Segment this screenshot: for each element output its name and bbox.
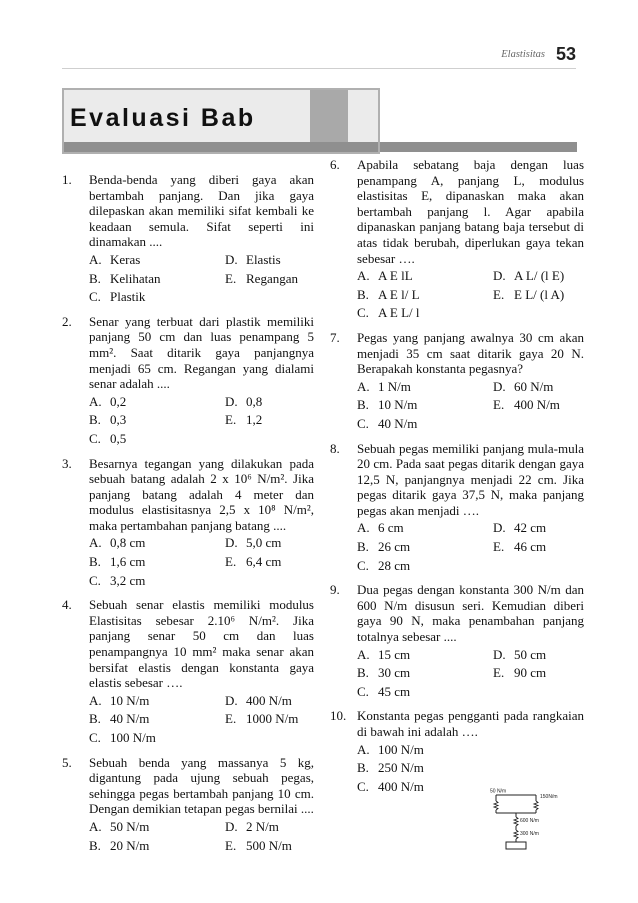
option-text: 5,0 cm [246, 535, 282, 551]
question-number: 8. [330, 440, 340, 456]
right-column [330, 157, 584, 803]
label-150: 150N/m [540, 794, 558, 800]
banner-band-extension [380, 142, 577, 152]
question-number: 2. [62, 313, 72, 329]
option-text: 15 cm [378, 646, 411, 662]
option-letter: A. [357, 268, 370, 284]
answer-option [225, 693, 314, 709]
option-text: 6,4 cm [246, 554, 282, 570]
option-letter: D. [493, 268, 506, 284]
option-text: 1 N/m [378, 378, 411, 394]
option-text: Keras [110, 251, 141, 267]
answer-option [225, 271, 314, 287]
question-text: Sebuah benda yang massanya 5 kg, digantung pada ujung sebuah pegas, sehingga pegas bertambah panjang 10 cm. Dengan demikian tetapan pegas bernilai .... [89, 754, 314, 817]
section-title: Evaluasi Bab [70, 104, 256, 132]
answer-option [225, 838, 314, 854]
answer-option [357, 647, 493, 663]
option-text: 3,2 cm [110, 572, 146, 588]
option-letter: B. [357, 397, 369, 413]
option-letter: D. [225, 535, 238, 551]
option-text: 40 N/m [110, 711, 150, 727]
answer-option [357, 539, 493, 555]
answer-option [357, 684, 493, 700]
answer-option [357, 558, 493, 574]
option-letter: B. [357, 665, 369, 681]
question-number: 6. [330, 157, 340, 172]
option-text: 10 N/m [110, 692, 150, 708]
option-letter: B. [89, 412, 101, 428]
option-text: 50 N/m [110, 818, 150, 834]
banner-band [64, 142, 378, 152]
answer-option [493, 268, 584, 284]
answer-option [493, 287, 584, 303]
option-letter: E. [493, 286, 505, 302]
option-letter: D. [225, 692, 238, 708]
option-letter: C. [357, 415, 369, 431]
answer-options [357, 647, 584, 700]
option-letter: B. [357, 539, 369, 555]
answer-options [89, 693, 314, 746]
option-text: 400 N/m [514, 397, 560, 413]
answer-option [225, 394, 314, 410]
answer-option [89, 819, 225, 835]
answer-option [89, 289, 225, 305]
option-text: 26 cm [378, 539, 411, 555]
answer-option [357, 760, 584, 776]
option-letter: C. [357, 305, 369, 321]
question-number: 1. [62, 172, 72, 187]
option-letter: E. [225, 711, 237, 727]
option-text: 100 N/m [110, 730, 156, 745]
answer-option [493, 397, 584, 413]
answer-option [89, 554, 225, 570]
option-text: 1,6 cm [110, 554, 146, 570]
answer-option [225, 535, 314, 551]
option-text: A E l/ L [378, 286, 420, 302]
option-text: 6 cm [378, 520, 404, 536]
answer-options [89, 819, 314, 853]
option-text: 10 N/m [378, 397, 418, 413]
option-text: 100 N/m [378, 741, 424, 757]
option-text: 1000 N/m [246, 711, 299, 727]
option-letter: D. [493, 378, 506, 394]
option-letter: E. [493, 665, 505, 681]
option-letter: B. [357, 760, 369, 776]
question-7 [330, 330, 584, 432]
option-letter: C. [357, 557, 369, 573]
answer-option [225, 819, 314, 835]
answer-options [89, 252, 314, 305]
answer-option [357, 305, 493, 321]
option-text: 60 N/m [514, 378, 554, 394]
option-letter: A. [89, 692, 102, 708]
spring-300-icon [514, 830, 518, 839]
option-letter: C. [89, 289, 101, 305]
option-letter: D. [225, 251, 238, 267]
option-letter: D. [225, 393, 238, 409]
hanging-mass [506, 842, 526, 849]
question-number: 4. [62, 597, 72, 613]
question-text: Konstanta pegas pengganti pada rangkaian di bawah ini adalah …. [357, 708, 584, 739]
option-letter: A. [357, 520, 370, 536]
header-divider [62, 68, 576, 69]
option-letter: C. [89, 572, 101, 588]
option-text: A L/ (l E) [514, 268, 565, 284]
option-text: 42 cm [514, 520, 547, 536]
option-letter: C. [357, 683, 369, 699]
question-number: 5. [62, 754, 72, 770]
answer-option [89, 535, 225, 551]
answer-option [357, 520, 493, 536]
option-letter: B. [89, 711, 101, 727]
answer-option [225, 554, 314, 570]
question-text: Pegas yang panjang awalnya 30 cm akan menjadi 35 cm saat ditarik gaya 20 N. Berapakah konstanta pegasnya? [357, 329, 584, 377]
answer-option [493, 520, 584, 536]
banner-accent-block [310, 90, 348, 142]
option-letter: C. [89, 430, 101, 446]
option-text: Kelihatan [110, 270, 161, 286]
option-text: A E L/ l [378, 305, 420, 321]
option-letter: B. [89, 554, 101, 570]
option-text: Plastik [110, 289, 146, 305]
question-8 [330, 441, 584, 574]
option-letter: D. [493, 646, 506, 662]
answer-option [357, 268, 493, 284]
option-text: 0,2 [110, 393, 127, 409]
section-banner [62, 88, 380, 154]
answer-option [89, 252, 225, 268]
option-letter: B. [357, 286, 369, 302]
label-300: 300 N/m [520, 831, 539, 837]
answer-options [357, 520, 584, 573]
option-letter: A. [89, 535, 102, 551]
option-letter: E. [225, 837, 237, 853]
answer-option [225, 711, 314, 727]
answer-option [493, 539, 584, 555]
question-10 [330, 708, 584, 794]
question-text: Senar yang terbuat dari plastik memiliki panjang 50 cm dan luas penampang 5 mm². Saat ditarik gaya panjangnya menjadi 65 cm. Regangan yang dialami senar adalah .... [89, 313, 314, 392]
answer-option [89, 838, 225, 854]
answer-option [89, 394, 225, 410]
spring-600-icon [514, 817, 518, 826]
option-text: 1,2 [246, 412, 263, 428]
answer-options [89, 394, 314, 447]
answer-option [225, 252, 314, 268]
question-number: 7. [330, 329, 340, 345]
spring-50-icon [494, 801, 498, 810]
question-text: Sebuah senar elastis memiliki modulus Elastisitas sebesar 2.10⁶ N/m². Jika panjang senar 50 cm dan luas penampangnya 10 mm² maka senar akan bersifat elastis dengan konstanta gaya elastis sebesar …. [89, 597, 314, 691]
option-text: E L/ (l A) [514, 286, 565, 302]
spring-circuit-diagram [490, 788, 580, 850]
question-text: Sebuah pegas memiliki panjang mula-mula 20 cm. Pada saat pegas ditarik dengan gaya 12,5 N, panjangnya menjadi 22 cm. Jika pegas ditarik gaya 37,5 N, maka panjang pegas akan menjadi …. [357, 440, 584, 518]
chapter-title: Elastisitas [501, 49, 545, 60]
option-text: 20 N/m [110, 837, 150, 853]
option-text: Regangan [246, 270, 298, 286]
option-letter: D. [225, 818, 238, 834]
answer-option [493, 647, 584, 663]
question-5 [62, 755, 314, 854]
option-text: 50 cm [514, 646, 547, 662]
answer-option [89, 431, 225, 447]
left-column [62, 172, 314, 862]
option-text: A E lL [378, 268, 413, 284]
answer-option [357, 397, 493, 413]
option-letter: E. [225, 412, 237, 428]
option-letter: A. [357, 646, 370, 662]
option-letter: C. [357, 778, 369, 794]
question-3 [62, 456, 314, 589]
answer-option [357, 665, 493, 681]
option-text: 40 N/m [378, 415, 418, 431]
question-9 [330, 582, 584, 699]
answer-option [89, 412, 225, 428]
label-50: 50 N/m [490, 788, 507, 795]
answer-option [225, 412, 314, 428]
answer-options [357, 268, 584, 321]
option-text: 400 N/m [378, 778, 424, 794]
question-text: Dua pegas dengan konstanta 300 N/m dan 600 N/m disusun seri. Kemudian diberi gaya 90 N, maka penambahan panjang totalnya sebesar .... [357, 582, 584, 645]
option-text: 250 N/m [378, 760, 424, 776]
option-text: Elastis [246, 251, 281, 267]
option-text: 2 N/m [246, 818, 279, 834]
question-2 [62, 314, 314, 447]
answer-option [89, 271, 225, 287]
option-text: 30 cm [378, 665, 411, 681]
spring-150-icon [534, 801, 538, 810]
page-number: 53 [555, 44, 576, 64]
answer-option [89, 573, 225, 589]
option-letter: E. [493, 397, 505, 413]
answer-option [89, 711, 225, 727]
answer-option [357, 287, 493, 303]
option-letter: E. [493, 539, 505, 555]
answer-options [357, 742, 584, 795]
question-1 [62, 172, 314, 305]
answer-option [89, 730, 225, 746]
question-text: Apabila sebatang baja dengan luas penampang A, panjang L, modulus elastisitas E, dipanaskan maka akan bertambah panjang l. Agar apabila dipanaskan panjang batang baja tersebut di atas tidak berubah, diperlukan gaya tekan sebesar …. [357, 157, 584, 266]
option-letter: D. [493, 520, 506, 536]
option-letter: B. [89, 837, 101, 853]
question-number: 10. [330, 708, 347, 724]
option-letter: A. [89, 251, 102, 267]
option-letter: E. [225, 554, 237, 570]
question-6 [330, 157, 584, 321]
answer-option [357, 379, 493, 395]
answer-option [493, 379, 584, 395]
option-letter: B. [89, 270, 101, 286]
option-text: 0,5 [110, 430, 127, 446]
option-letter: A. [357, 741, 370, 757]
option-text: 90 cm [514, 665, 547, 681]
option-text: 46 cm [514, 539, 547, 555]
label-600: 600 N/m [520, 818, 539, 824]
question-number: 9. [330, 582, 340, 598]
option-text: 45 cm [378, 683, 411, 699]
option-text: 0,8 cm [110, 535, 146, 551]
option-letter: A. [89, 393, 102, 409]
question-text: Besarnya tegangan yang dilakukan pada sebuah batang adalah 2 x 10⁶ N/m². Jika panjang batang adalah 4 meter dan modulus elastisitasnya 2,5 x 10⁸ N/m², maka pertambahan panjang batang .... [89, 455, 314, 533]
option-text: 0,3 [110, 412, 127, 428]
answer-options [89, 535, 314, 588]
answer-option [357, 416, 493, 432]
question-4 [62, 597, 314, 745]
option-text: 500 N/m [246, 837, 292, 853]
option-letter: E. [225, 270, 237, 286]
option-letter: C. [89, 730, 101, 745]
question-text: Benda-benda yang diberi gaya akan bertambah panjang. Dan jika gaya dilepaskan akan memiliki sifat kembali ke keadaan semula. Sifat seperti ini dinamakan .... [89, 172, 314, 250]
option-text: 28 cm [378, 557, 411, 573]
question-number: 3. [62, 455, 72, 471]
answer-option [89, 693, 225, 709]
option-letter: A. [357, 378, 370, 394]
option-text: 0,8 [246, 393, 263, 409]
answer-options [357, 379, 584, 432]
option-text: 400 N/m [246, 692, 292, 708]
answer-option [493, 665, 584, 681]
answer-option [357, 742, 584, 758]
option-letter: A. [89, 818, 102, 834]
